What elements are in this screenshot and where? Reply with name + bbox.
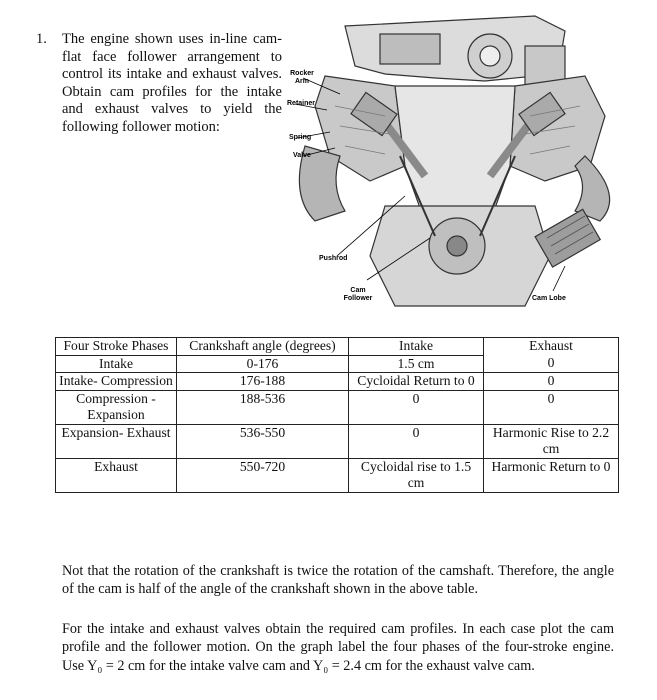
problem-statement: The engine shown uses in-line cam-flat face follower arrangement to control its intake and exhaust valves. Obtain cam profiles for the intake and exhaust valves to yield the following follower motion: — [62, 31, 282, 135]
header-intake: Intake — [349, 338, 484, 356]
header-phases: Four Stroke Phases — [56, 338, 177, 356]
row-intake: 0 — [349, 424, 484, 458]
table-row — [56, 458, 619, 492]
row-phase: Intake- Compression — [56, 373, 177, 391]
table-header-row — [56, 338, 619, 356]
row-exhaust: 0 — [484, 373, 619, 391]
table-row — [56, 390, 619, 424]
table-row — [56, 355, 619, 373]
row-angle: 550-720 — [177, 458, 349, 492]
valve-label: Valve — [293, 152, 311, 159]
engine-drawing — [285, 6, 630, 331]
table-row — [56, 373, 619, 391]
row-exhaust: Harmonic Rise to 2.2 cm — [484, 424, 619, 458]
row-exhaust: Harmonic Return to 0 — [484, 458, 619, 492]
row-phase: Exhaust — [56, 458, 177, 492]
retainer-label: Retainer — [287, 100, 316, 107]
row-intake: 1.5 cm — [349, 355, 484, 373]
row-exhaust: 0 — [484, 355, 619, 373]
row-angle: 188-536 — [177, 390, 349, 424]
row-intake: 0 — [349, 390, 484, 424]
rocker-arm-label: Rocker Arm — [290, 70, 314, 85]
row-angle: 0-176 — [177, 355, 349, 373]
rotation-note-paragraph: Not that the rotation of the crankshaft is twice the rotation of the camshaft. Therefore, the angle of the cam is half of the angle of the crankshaft shown in the above table. — [62, 563, 614, 598]
row-phase: Compression - Expansion — [56, 390, 177, 424]
row-exhaust: 0 — [484, 390, 619, 424]
cam-lobe-label: Cam Lobe — [532, 295, 566, 302]
row-phase: Intake — [56, 355, 177, 373]
row-intake: Cycloidal Return to 0 — [349, 373, 484, 391]
follower-motion-table — [55, 337, 619, 493]
row-phase: Expansion- Exhaust — [56, 424, 177, 458]
cam-follower-label: Cam Follower — [343, 287, 373, 302]
problem-number: 1. — [36, 31, 47, 47]
header-crank-angle: Crankshaft angle (degrees) — [177, 338, 349, 356]
table-row — [56, 424, 619, 458]
row-angle: 176-188 — [177, 373, 349, 391]
pushrod-label: Pushrod — [319, 255, 348, 262]
engine-diagram — [285, 6, 630, 331]
instructions-paragraph: For the intake and exhaust valves obtain the required cam profiles. In each case plot the cam profile and the follower motion. On the graph label the four phases of the four-stroke engine. Use Y₀ = 2 cm for the intake valve cam and Y₀ = 2.4 cm for the exhaust valve cam. — [62, 621, 614, 674]
row-intake: Cycloidal rise to 1.5 cm — [349, 458, 484, 492]
row-angle: 536-550 — [177, 424, 349, 458]
spring-label: Spring — [289, 134, 312, 141]
header-exhaust: Exhaust — [484, 338, 619, 356]
